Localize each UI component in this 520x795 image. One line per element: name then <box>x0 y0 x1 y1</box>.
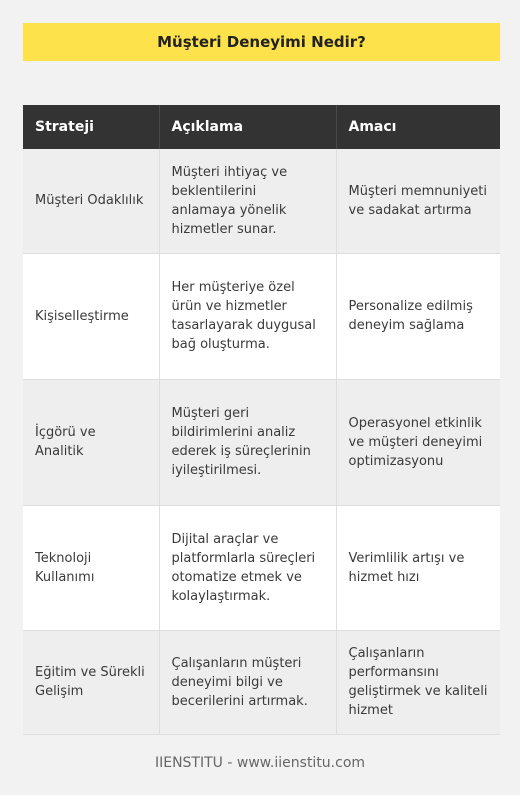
column-header-aciklama: Açıklama <box>159 105 336 149</box>
table-cell-strategy: Teknoloji Kullanımı <box>23 505 159 630</box>
table-cell-description: Müşteri ihtiyaç ve beklentilerini anlamaya yönelik hizmetler sunar. <box>159 149 336 253</box>
table-cell-purpose: Müşteri memnuniyeti ve sadakat artırma <box>336 149 500 253</box>
strategy-table <box>23 105 500 735</box>
table-row <box>23 379 500 505</box>
page-title-text: Müşteri Deneyimi Nedir? <box>157 33 366 51</box>
table-cell-purpose: Çalışanların performansını geliştirmek ve kaliteli hizmet <box>336 630 500 734</box>
table-cell-strategy: Kişiselleştirme <box>23 253 159 379</box>
table-cell-purpose: Operasyonel etkinlik ve müşteri deneyimi optimizasyonu <box>336 379 500 505</box>
table-row <box>23 505 500 630</box>
table-cell-description: Her müşteriye özel ürün ve hizmetler tasarlayarak duygusal bağ oluşturma. <box>159 253 336 379</box>
page-title <box>23 23 500 61</box>
table-cell-purpose: Personalize edilmiş deneyim sağlama <box>336 253 500 379</box>
table-cell-strategy: Müşteri Odaklılık <box>23 149 159 253</box>
table-header-row <box>23 105 500 149</box>
table-cell-description: Müşteri geri bildirimlerini analiz ederek iş süreçlerinin iyileştirilmesi. <box>159 379 336 505</box>
table-cell-strategy: Eğitim ve Sürekli Gelişim <box>23 630 159 734</box>
table-cell-description: Çalışanların müşteri deneyimi bilgi ve becerilerini artırmak. <box>159 630 336 734</box>
table-row <box>23 149 500 253</box>
footer-credit: IIENSTITU - www.iienstitu.com <box>154 755 366 771</box>
table-row <box>23 253 500 379</box>
table-cell-strategy: İçgörü ve Analitik <box>23 379 159 505</box>
table-cell-purpose: Verimlilik artışı ve hizmet hızı <box>336 505 500 630</box>
table-cell-description: Dijital araçlar ve platformlarla süreçleri otomatize etmek ve kolaylaştırmak. <box>159 505 336 630</box>
table-row <box>23 630 500 734</box>
column-header-amaci: Amacı <box>336 105 500 149</box>
column-header-strateji: Strateji <box>23 105 159 149</box>
